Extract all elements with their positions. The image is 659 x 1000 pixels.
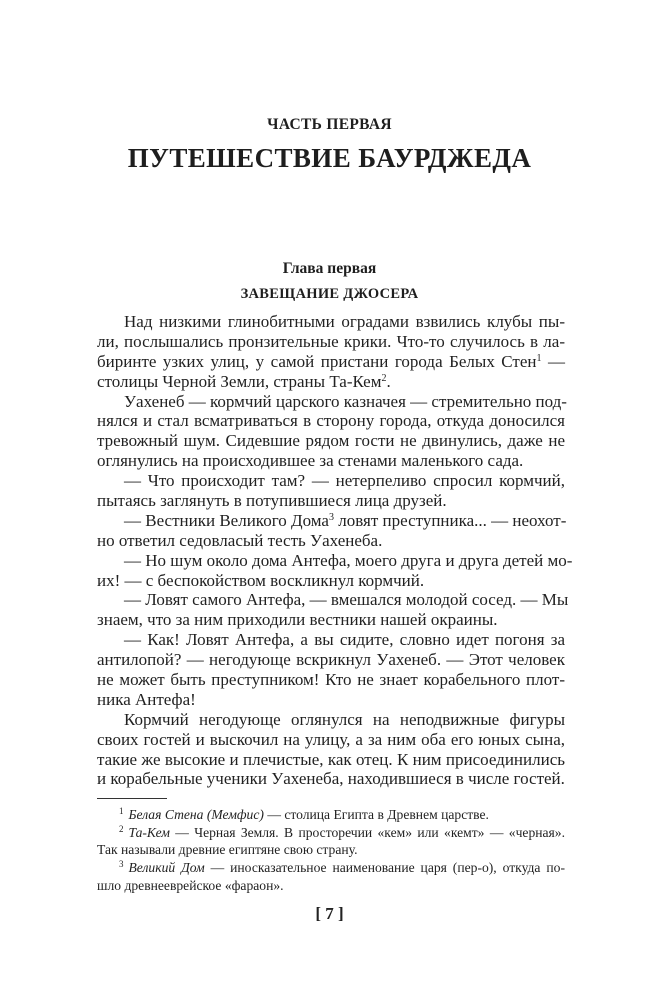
footnote-line xyxy=(97,859,565,877)
text-run: нялся и стал всматриваться в сторону города, откуда доносился xyxy=(97,411,565,431)
text-run: ника Антефа! xyxy=(97,689,196,709)
text-line xyxy=(97,531,565,551)
footnote-ref: 3 xyxy=(328,511,334,523)
italic-term: Белая Стена (Мемфис) xyxy=(128,807,264,822)
footnotes xyxy=(97,806,565,894)
text-run: — Что происходит там? — нетерпеливо спросил кормчий, xyxy=(124,471,565,491)
footnote-ref: 2 xyxy=(381,372,387,384)
text-line xyxy=(97,670,565,690)
text-line xyxy=(97,511,565,531)
chapter-heading: Глава первая xyxy=(282,260,377,277)
text-line xyxy=(97,769,565,789)
footnote-ref: 1 xyxy=(536,352,542,364)
text-run: Над низкими глинобитными оградами взвились клубы пы- xyxy=(124,312,565,331)
text-run: Кормчий негодующе оглянулся на неподвижные фигуры xyxy=(124,709,565,729)
text-line xyxy=(97,630,565,650)
footnote-ref: 1 xyxy=(119,806,124,816)
footnote-line xyxy=(97,824,565,842)
text-line xyxy=(97,431,565,451)
footnote-line xyxy=(97,806,565,824)
text-run: оглянулись на происходившее за стенами маленького сада. xyxy=(97,451,524,471)
footnote-divider xyxy=(97,798,167,799)
text-run: — xyxy=(541,351,565,371)
text-run: — Но шум около дома Антефа, моего друга и друга детей мо- xyxy=(124,550,573,570)
text-line xyxy=(97,650,565,670)
text-run: антилопой? — негодующе вскрикнул Уахенеб. — Этот человек xyxy=(97,650,565,670)
page-number: [ 7 ] xyxy=(315,904,344,923)
text-run: тревожный шум. Сидевшие рядом гости не двинулись, даже не xyxy=(97,431,565,451)
text-line xyxy=(97,312,565,332)
footnote-line xyxy=(97,841,565,859)
text-line xyxy=(97,690,565,710)
text-run: но ответил седовласый тесть Уахенеба. xyxy=(97,530,383,550)
text-run: шло древнееврейское «фараон». xyxy=(97,877,284,893)
text-line xyxy=(97,571,565,591)
text-run: — Черная Земля. В просторечии «кем» или «кемт» — «черная». xyxy=(169,824,565,840)
chapter-title: ЗАВЕЩАНИЕ ДЖОСЕРА xyxy=(240,286,419,302)
text-run: Так называли древние египтяне свою страну. xyxy=(97,842,358,858)
text-run: — Ловят самого Антефа, — вмешался молодой сосед. — Мы xyxy=(124,590,569,610)
text-line xyxy=(97,750,565,770)
text-run: — Как! Ловят Антефа, а вы сидите, словно идет погоня за xyxy=(124,630,565,650)
footnote-ref: 3 xyxy=(119,859,124,870)
text-run: не может быть преступником! Кто не знает корабельного плот- xyxy=(97,670,565,690)
text-line xyxy=(97,710,565,730)
footnote-ref: 2 xyxy=(119,823,124,834)
book-part-title: ПУТЕШЕСТВИЕ БАУРДЖЕДА xyxy=(127,143,532,173)
text-run: ловят преступника... — неохот- xyxy=(333,510,567,530)
footnote-line xyxy=(97,877,565,895)
text-line xyxy=(97,471,565,491)
text-line xyxy=(97,411,565,431)
italic-term: Та-Кем xyxy=(128,824,170,840)
text-line xyxy=(97,352,565,372)
text-line xyxy=(97,332,565,352)
text-run: их! — с беспокойством воскликнул кормчий. xyxy=(97,570,425,590)
text-run: — Вестники Великого Дома xyxy=(124,510,329,530)
text-line xyxy=(97,610,565,630)
italic-term: Великий Дом xyxy=(128,860,205,876)
text-run: пытаясь заглянуть в потупившиеся лица друзей. xyxy=(97,491,447,511)
text-line xyxy=(97,550,573,571)
text-line xyxy=(97,392,565,412)
text-run: столицы Черной Земли, страны Та-Кем xyxy=(97,371,382,391)
text-run: биринте узких улиц, у самой пристани города Белых Стен xyxy=(97,351,537,371)
text-line xyxy=(97,491,565,511)
text-run: — столица Египта в Древнем царстве. xyxy=(263,807,489,822)
text-run: и корабельные ученики Уахенеба, находившиеся в числе гостей. xyxy=(97,769,565,789)
text-run: знаем, что за ним приходили вестники нашей окраины. xyxy=(97,610,498,630)
text-run: своих гостей и выскочил на улицу, а за ним оба его юных сына, xyxy=(97,729,565,749)
text-run: ли, послышались пронзительные крики. Что-то случилось в ла- xyxy=(97,331,565,351)
text-line xyxy=(97,372,565,392)
text-run: — иносказательное наименование царя (пер-о), откуда по- xyxy=(204,860,565,876)
text-line xyxy=(97,451,565,471)
text-run: Уахенеб — кормчий царского казначея — стремительно под- xyxy=(124,391,567,411)
text-run: такие же высокие и плечистые, как отец. К ним присоединились xyxy=(97,749,565,769)
part-heading: ЧАСТЬ ПЕРВАЯ xyxy=(267,116,392,133)
body-text xyxy=(97,312,573,789)
text-run: . xyxy=(386,371,391,391)
text-line xyxy=(97,730,565,750)
text-line xyxy=(97,590,569,610)
